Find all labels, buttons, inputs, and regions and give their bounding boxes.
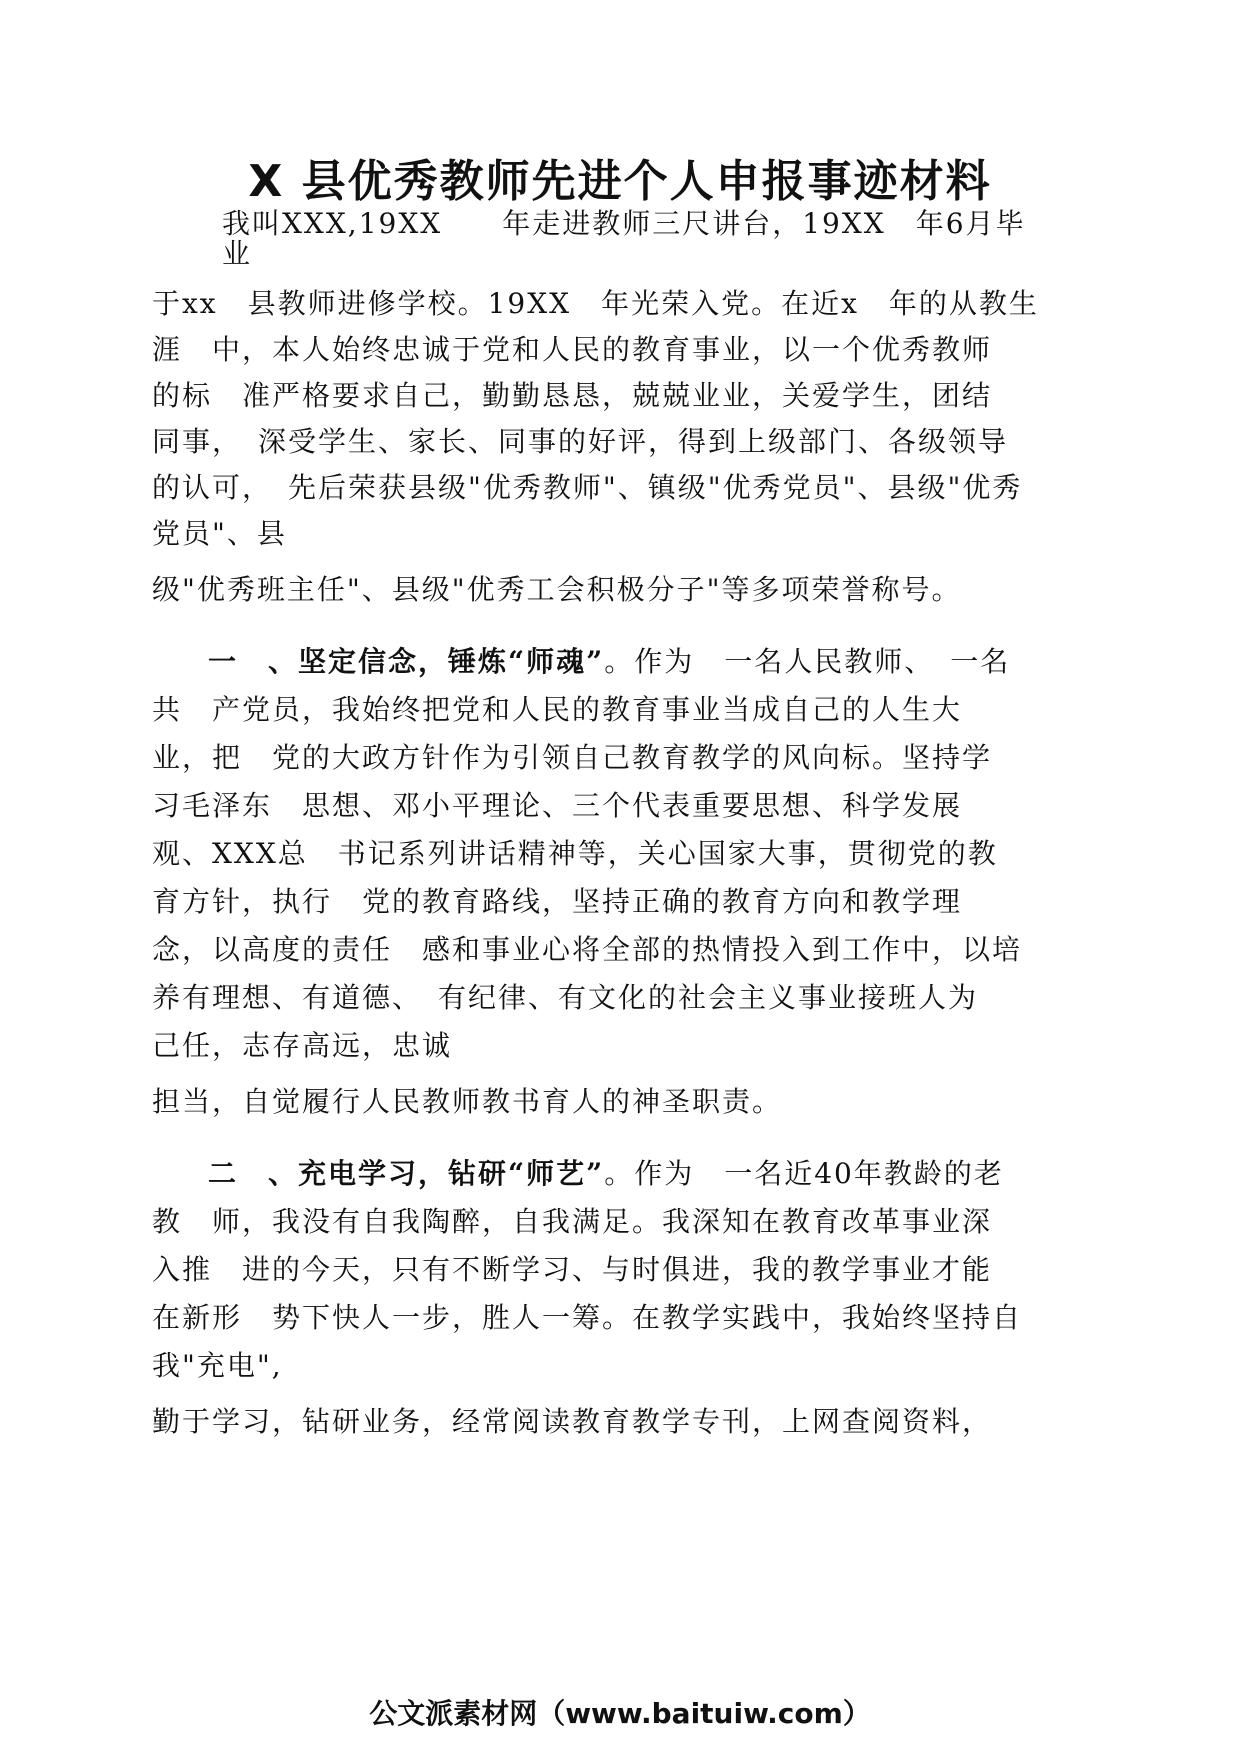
section1-line: 育方针，执行 党的教育路线，坚持正确的教育方向和教学理 bbox=[152, 885, 963, 918]
intro-line: 党员"、县 bbox=[152, 517, 287, 550]
section1-text: 。作为 一名人民教师、 一名 bbox=[604, 645, 1011, 678]
intro-line: 我叫XXX,19XX 年走进教师三尺讲台，19XX 年6月毕 bbox=[222, 207, 1026, 240]
intro-line: 的标 准严格要求自己，勤勤恳恳，兢兢业业，关爱学生，团结 bbox=[152, 379, 993, 412]
section2-line: 在新形 势下快人一步，胜人一筹。在教学实践中，我始终坚持自 bbox=[152, 1301, 1023, 1334]
intro-line: 级"优秀班主任"、县级"优秀工会积极分子"等多项荣誉称号。 bbox=[152, 573, 962, 606]
intro-line: 于xx 县教师进修学校。19XX 年光荣入党。在近x 年的从教生 bbox=[152, 287, 1039, 320]
section2-line: 勤于学习，钻研业务，经常阅读教育教学专刊，上网查阅资料， bbox=[152, 1405, 993, 1438]
section1-line: 业，把 党的大政方针作为引领自己教育教学的风向标。坚持学 bbox=[152, 741, 993, 774]
section1-line: 共 产党员，我始终把党和人民的教育事业当成自己的人生大 bbox=[152, 693, 963, 726]
section1-line: 习毛泽东 思想、邓小平理论、三个代表重要思想、科学发展 bbox=[152, 789, 963, 822]
section1-line: 养有理想、有道德、 有纪律、有文化的社会主义事业接班人为 bbox=[152, 981, 979, 1014]
section1-line: 观、XXX总 书记系列讲话精神等，关心国家大事，贯彻党的教 bbox=[152, 837, 998, 870]
intro-line: 涯 中，本人始终忠诚于党和人民的教育事业，以一个优秀教师 bbox=[152, 333, 993, 366]
section1-line: 念，以高度的责任 感和事业心将全部的热情投入到工作中，以培 bbox=[152, 933, 1023, 966]
section1-first-line bbox=[208, 642, 1010, 682]
intro-line: 的认可， 先后荣获县级"优秀教师"、镇级"优秀党员"、县级"优秀 bbox=[152, 471, 1023, 504]
site-watermark: 公文派素材网（www.baituiw.com） bbox=[369, 1697, 871, 1730]
intro-line: 业 bbox=[222, 237, 253, 270]
document-title: X 县优秀教师先进个人申报事迹材料 bbox=[248, 156, 992, 207]
section2-heading: 二 、充电学习，钻研“师艺” bbox=[208, 1157, 605, 1190]
section2-line: 教 师，我没有自我陶醉，自我满足。我深知在教育改革事业深 bbox=[152, 1205, 993, 1238]
section1-heading: 一 、坚定信念，锤炼“师魂” bbox=[208, 645, 605, 678]
section1-line: 己任，志存高远，忠诚 bbox=[152, 1029, 453, 1062]
section2-line: 我"充电", bbox=[152, 1349, 283, 1382]
section2-first-line bbox=[208, 1154, 1004, 1194]
section1-line: 担当，自觉履行人民教师教书育人的神圣职责。 bbox=[152, 1085, 783, 1118]
section2-text: 。作为 一名近40年教龄的老 bbox=[604, 1157, 1004, 1190]
section2-line: 入推 进的今天，只有不断学习、与时俱进，我的教学事业才能 bbox=[152, 1253, 993, 1286]
intro-line: 同事， 深受学生、家长、同事的好评，得到上级部门、各级领导 bbox=[152, 425, 1009, 458]
